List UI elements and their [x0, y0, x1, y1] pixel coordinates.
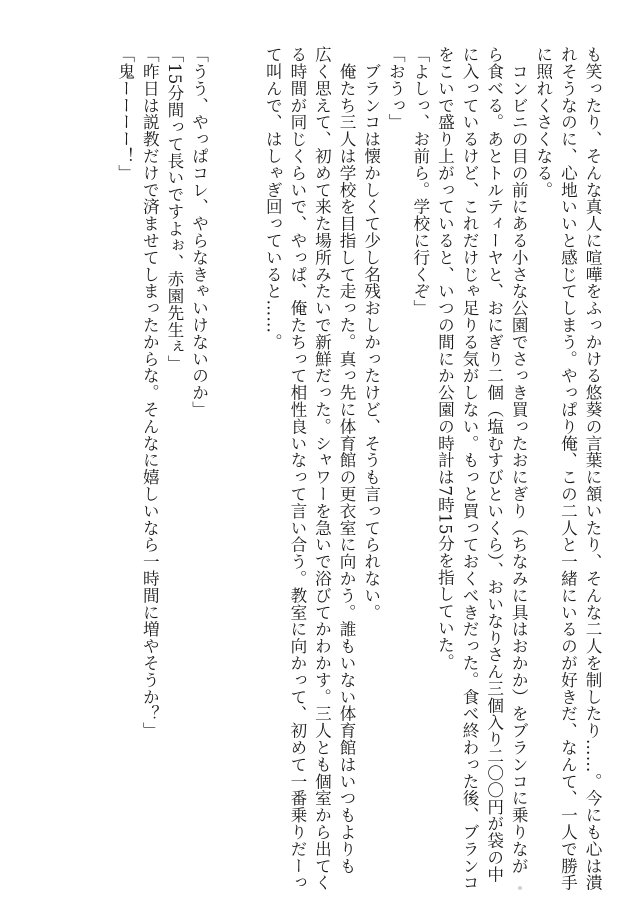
page-marker-dot: [518, 886, 522, 890]
dialogue-line: 「おうっ」: [386, 46, 406, 131]
text-line: に入っているけど、これだけじゃ足りる気がしない。もっと買っておくべきだった。食べ終わった後、ブランコ: [460, 46, 480, 891]
dialogue-line: 「昨日は説教だけで済ませてしまったからな。そんなに嬉しいなら一時間に増やそうか？」: [140, 46, 160, 739]
text-line: ら食べる。あとトルティーヤと、おにぎり二個（塩むすびといくら）、おいなりさん三個入り二〇〇円が袋の中: [484, 46, 504, 883]
text-line: ブランコは懐かしくて少し名残おしかったけど、そうも言ってられない。: [361, 46, 381, 621]
dialogue-line: 「うう、やっぱコレ、やらなきゃいけないのか」: [189, 46, 209, 418]
vertical-text-body: [112, 46, 604, 891]
dialogue-line: 「15分間って長いですよぉ、赤園先生ぇ」: [164, 46, 184, 372]
text-line: れそうなのに、心地いいと感じてしまう。やっぱり俺、この二人と一緒にいるのが好きだ、なんて、一人で勝手: [558, 46, 578, 891]
text-line: 俺たち三人は学校を目指して走った。真っ先に体育館の更衣室に向かう。誰もいない体育館はいつもよりも: [337, 46, 357, 875]
text-line: て叫んで、はしゃぎ回っていると……。: [263, 46, 283, 351]
text-line: コンビニの目の前にある小さな公園でさっき買ったおにぎり（ちなみに具はおかか）をブランコに乗りなが: [509, 46, 529, 875]
text-line: 広く思えて、初めて来た場所みたいで新鮮だった。シャワーを急いで浴びてかわかす。三人とも個室から出てく: [312, 46, 332, 891]
text-line: に照れくさくなる。: [533, 46, 553, 199]
dialogue-line: 「鬼ーーーー！」: [115, 46, 135, 182]
dialogue-line: 「よしっ、お前ら。学校に行くぞ」: [410, 46, 430, 317]
text-line: も笑ったり、そんな真人に喧嘩をふっかける悠葵の言葉に頷いたり、そんな二人を制したり……。今にも心は潰: [583, 46, 602, 891]
blank-line: [235, 46, 260, 866]
blank-line: [211, 46, 236, 866]
text-line: る時間が同じくらいで、やっぱ、俺たちって相性良いなって言い合う。教室に向かって、初めて一番乗りだーっ: [287, 46, 307, 891]
text-line: をこいで盛り上がっていると、いつの間にか公園の時計は7時15分を指していた。: [435, 46, 455, 671]
